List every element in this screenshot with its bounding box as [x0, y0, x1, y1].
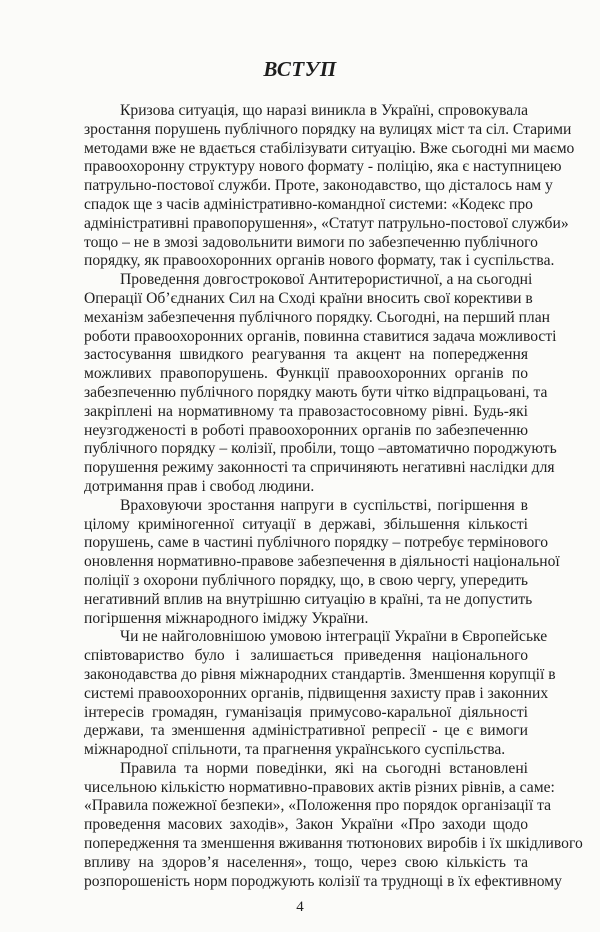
page-number: 4 — [296, 899, 304, 915]
text-line: міжнародної спільноти, та прагнення українського суспільства. — [84, 741, 506, 759]
paragraph — [84, 628, 556, 760]
text-line: порушень, саме в частині публічного порядку – потребує термінового — [84, 534, 549, 552]
text-line: адміністративні правопорушення», «Статут патрульно-постової служби» — [84, 214, 569, 232]
text-line: впливу на здоров’я населення», тощо, через свою кількість та — [84, 853, 528, 871]
text-line: роботи правоохоронних органів, повинна ставитися задача можливості — [84, 327, 557, 345]
text-line: закріплені на нормативному та правозастосовному рівні. Будь-які — [84, 402, 528, 420]
text-line: Правила та норми поведінки, які на сьогодні встановлені — [120, 759, 528, 777]
text-line: неузгодженості в роботі правоохоронних органів по забезпеченню — [84, 421, 528, 439]
text-line: законодавства до рівня міжнародних стандартів. Зменшення корупції в — [84, 665, 556, 683]
text-line: публічного порядку – колізії, пробіли, тощо –автоматично породжують — [84, 440, 557, 458]
paragraph — [84, 102, 575, 271]
text-line: Проведення довгострокової Антитерористичної, а на сьогодні — [120, 271, 533, 289]
text-line: тощо – не в змозі задовольнити вимоги по забезпеченню публічного — [84, 233, 538, 251]
text-line: інтересів громадян, гуманізація примусово-каральної діяльності — [84, 703, 528, 721]
section-title: ВСТУП — [263, 57, 337, 81]
text-line: Чи не найголовнішою умовою інтеграції України в Європейське — [120, 628, 548, 646]
document-body — [84, 102, 583, 891]
text-line: механізм забезпечення публічного порядку. Сьогодні, на перший план — [84, 308, 550, 326]
paragraph — [84, 759, 583, 892]
text-line: оновлення нормативно-правове забезпечення в діяльності національної — [84, 553, 560, 571]
text-line: попередження та зменшення вживання тютюнових виробів і їх шкідливого — [84, 835, 583, 853]
text-line: системі правоохоронних органів, підвищення захисту прав і законних — [84, 684, 549, 702]
text-line: «Правила пожежної безпеки», «Положення про порядок організації та — [84, 797, 552, 815]
text-line: методами вже не вдається стабілізувати ситуацію. Вже сьогодні ми маємо — [84, 139, 575, 157]
text-line: погіршення міжнародного іміджу України. — [84, 609, 369, 627]
text-line: держави, та зменшення адміністративної репресії - це є вимоги — [84, 722, 528, 740]
text-line: поліції з охорони публічного порядку, що, в свою чергу, упередить — [84, 571, 528, 589]
paragraph — [84, 496, 560, 629]
text-line: Операції Об’єднаних Сил на Сході країни вносить свої корективи в — [84, 289, 533, 307]
text-line: порядку, як правоохоронних органів нового формату, так і суспільства. — [84, 252, 555, 270]
text-line: цілому криміногенної ситуації в державі, збільшення кількості — [84, 515, 528, 533]
text-line: співтовариство було і залишається приведення національного — [84, 647, 528, 665]
text-line: Кризова ситуація, що наразі виникла в Україні, спровокувала — [120, 102, 528, 119]
text-line: Враховуючи зростання напруги в суспільстві, погіршення в — [120, 496, 528, 514]
text-line: порушення режиму законності та спричиняють негативні наслідки для — [84, 459, 555, 477]
text-line: правоохоронну структуру нового формату - поліцію, яка є наступницею — [84, 158, 562, 176]
text-line: проведення масових заходів», Закон України «Про заходи щодо — [84, 816, 528, 834]
text-line: можливих правопорушень. Функції правоохоронних органів по — [84, 365, 528, 383]
text-line: негативний вплив на внутрішню ситуацію в країні, та не допустить — [84, 590, 533, 608]
text-line: чисельною кількістю нормативно-правових актів різних рівнів, а саме: — [84, 778, 555, 796]
text-line: зростання порушень публічного порядку на вулицях міст та сіл. Старими — [84, 120, 572, 138]
text-line: розпорошеність норм породжують колізії та труднощі в їх ефективному — [84, 872, 562, 890]
text-line: застосування швидкого реагування та акцент на попередження — [84, 346, 528, 364]
text-line: патрульно-постової служби. Проте, законодавство, що дісталось нам у — [84, 177, 553, 195]
text-line: забезпеченню публічного порядку мають бути чітко відпрацьовані, та — [84, 383, 548, 401]
text-line: дотримання прав і свобод людини. — [84, 477, 315, 495]
paragraph — [84, 271, 557, 497]
text-line: спадок ще з часів адміністративно-командної системи: «Кодекс про — [84, 195, 533, 213]
